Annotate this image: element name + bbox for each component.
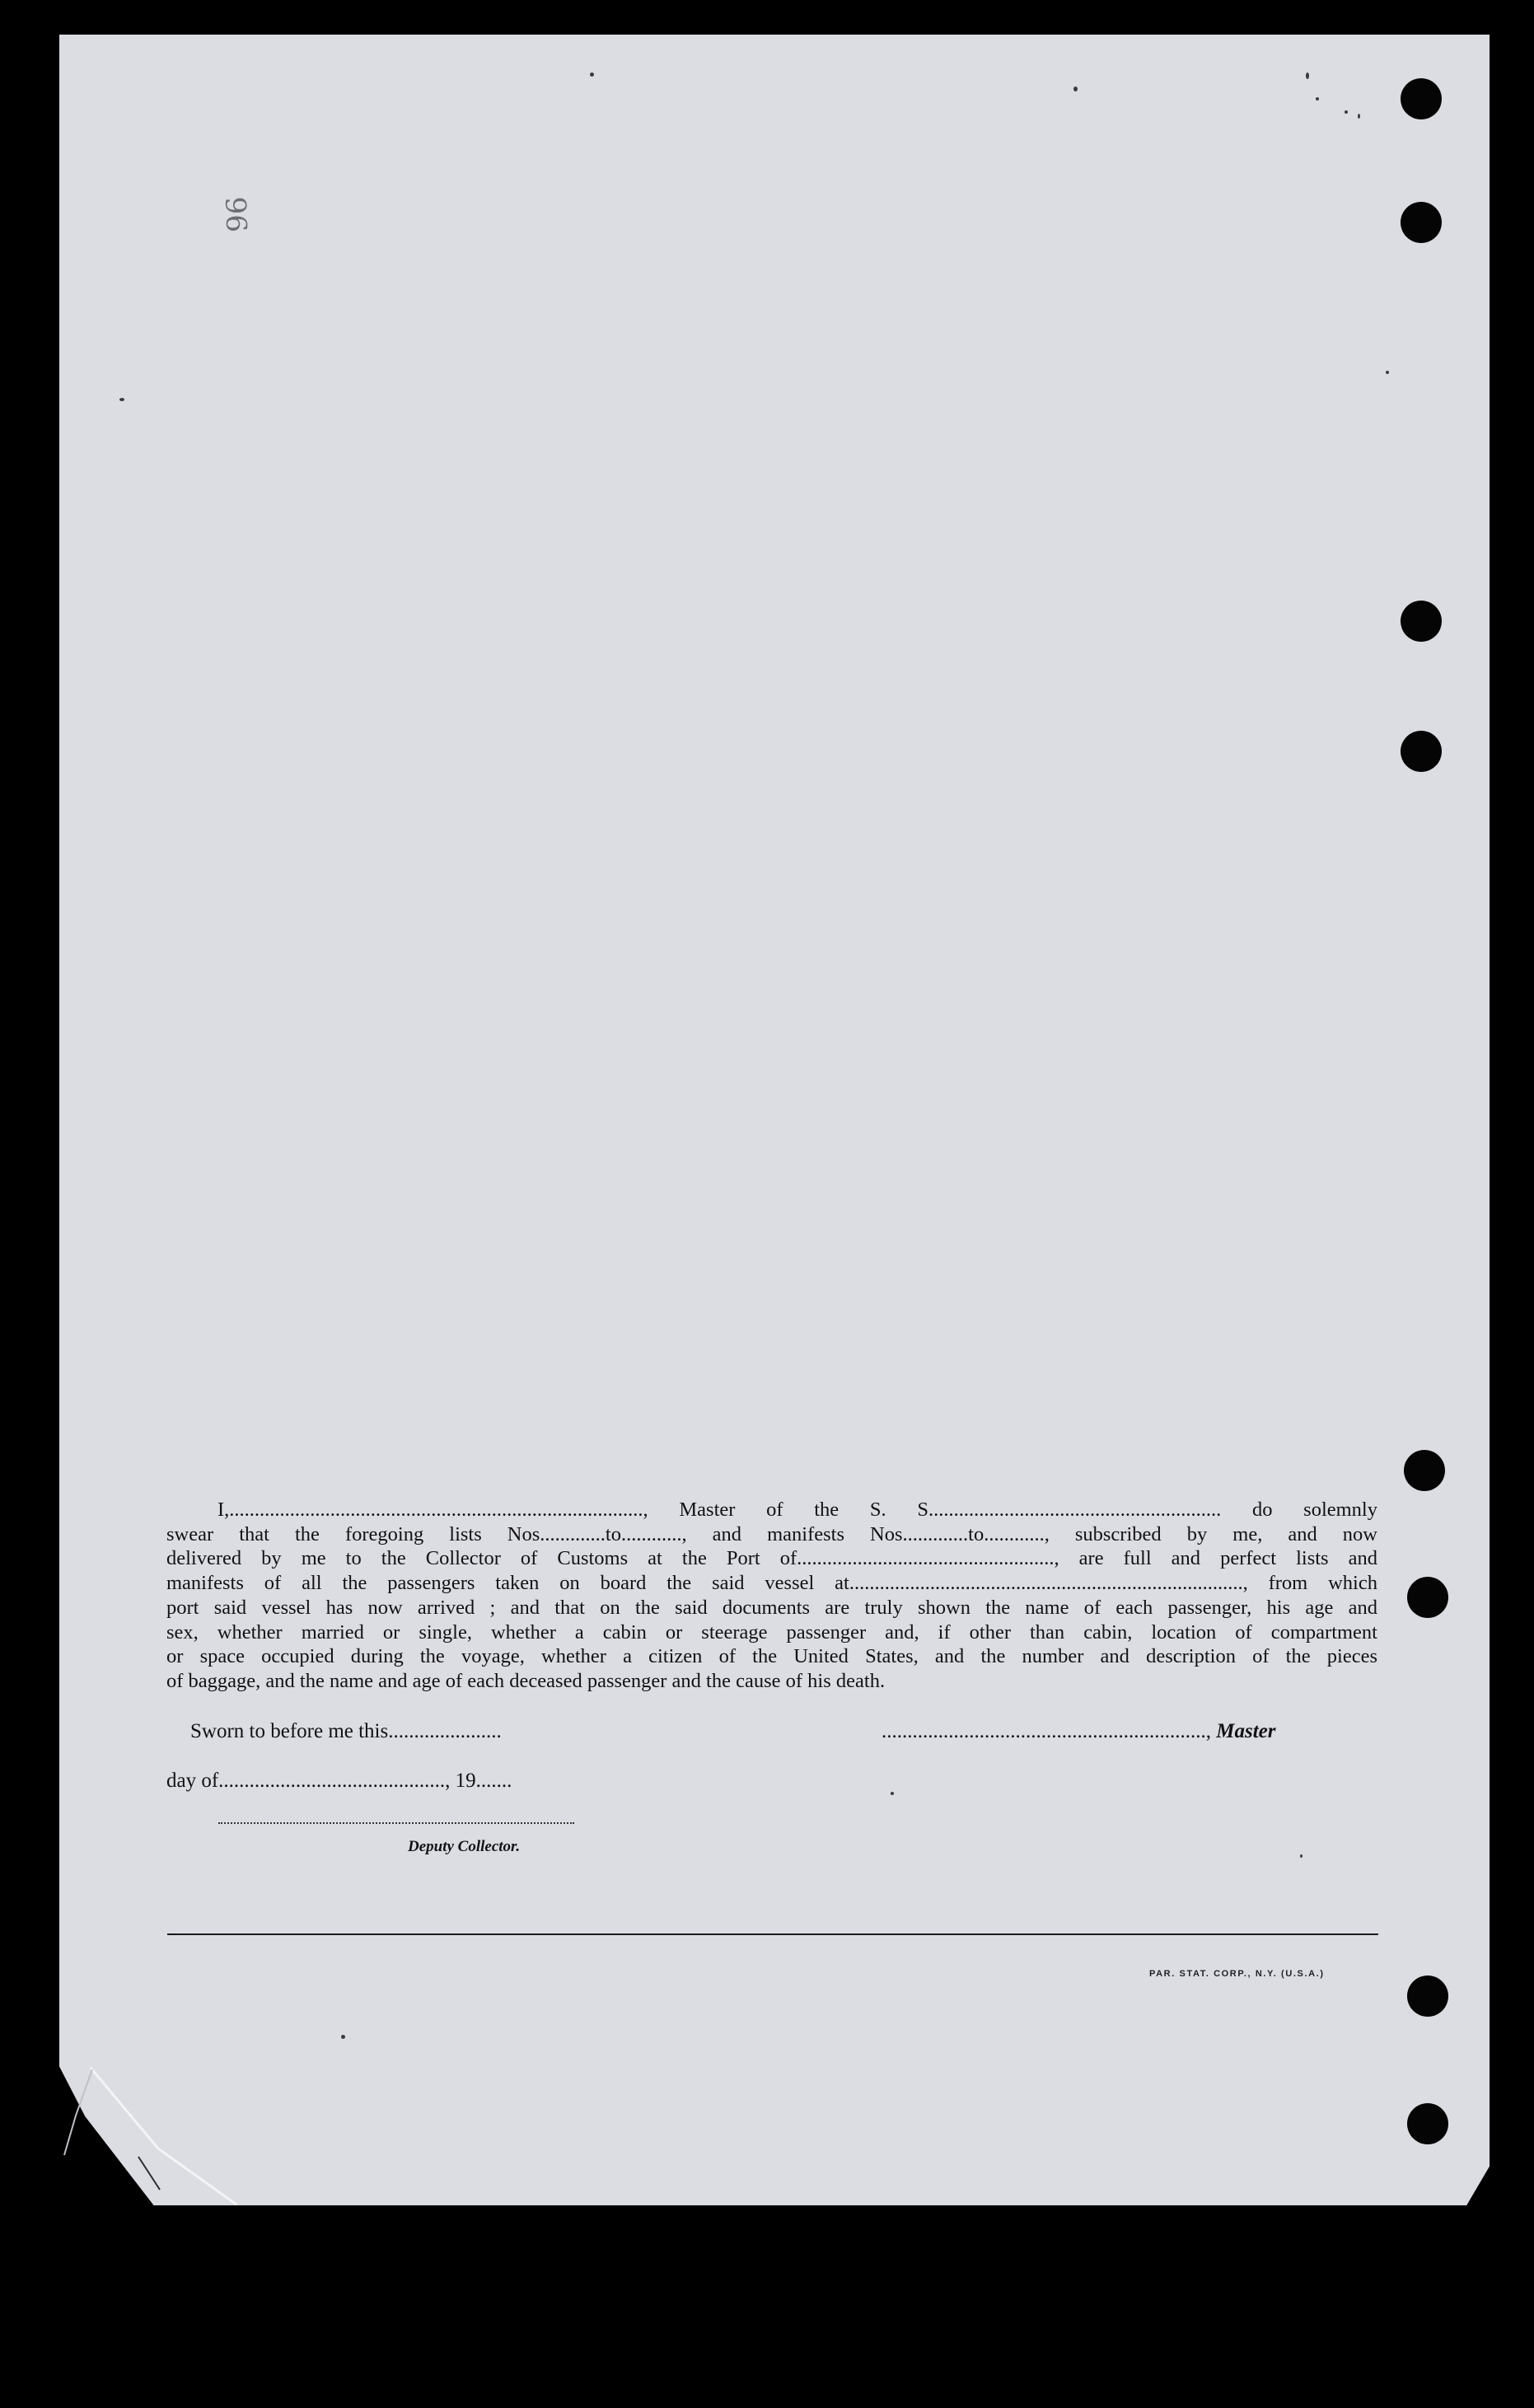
oath-line: sex, whether married or single, whether a cabin or steerage passenger and, if other than cabin, location of compartment xyxy=(166,1620,1377,1644)
oath-line: or space occupied during the voyage, whether a citizen of the United States, and the number and description of the pieces xyxy=(166,1645,1377,1668)
punch-hole xyxy=(1407,1975,1448,2017)
document-page xyxy=(59,35,1490,2205)
punch-hole xyxy=(1401,202,1442,243)
day-of-line: day of............................................, 19....... xyxy=(166,1770,512,1792)
punch-hole xyxy=(1404,1450,1445,1491)
oath-line: I,.................................................................................., Master of the S. S.......................................................... do solemnly xyxy=(217,1499,1377,1521)
ink-speck xyxy=(1306,72,1309,79)
ink-speck xyxy=(1073,87,1078,91)
ink-speck xyxy=(341,2035,345,2039)
oath-line: manifests of all the passengers taken on board the said vessel at.............................................................................., from which xyxy=(166,1572,1377,1595)
horizontal-rule xyxy=(167,1933,1378,1935)
ink-speck xyxy=(1300,1854,1302,1858)
oath-paragraph xyxy=(166,1498,1377,1694)
punch-hole xyxy=(1401,78,1442,119)
handwritten-page-number: 96 xyxy=(218,196,253,233)
ink-speck xyxy=(590,72,594,77)
punch-hole xyxy=(1401,731,1442,772)
ink-speck xyxy=(1316,97,1319,101)
ink-speck xyxy=(891,1792,894,1795)
master-signature-line xyxy=(882,1720,1275,1743)
sworn-before-line: Sworn to before me this...................... xyxy=(190,1720,502,1742)
printer-imprint: PAR. STAT. CORP., N.Y. (U.S.A.) xyxy=(1149,1969,1325,1979)
oath-line: of baggage, and the name and age of each deceased passenger and the cause of his death. xyxy=(166,1669,886,1692)
master-signature-dots: ..............................................................., xyxy=(882,1720,1211,1742)
ink-speck xyxy=(1386,371,1389,374)
ink-speck xyxy=(1345,110,1348,114)
oath-line: swear that the foregoing lists Nos.............to............, and manifests Nos.............to............, subscribed by me, and now xyxy=(166,1522,1377,1545)
ink-speck xyxy=(119,398,124,401)
deputy-signature-line xyxy=(218,1822,574,1824)
ink-speck xyxy=(1358,114,1360,119)
punch-hole xyxy=(1407,1577,1448,1618)
oath-line: port said vessel has now arrived ; and that on the said documents are truly shown the name of each passenger, his age and xyxy=(166,1596,1377,1619)
punch-hole xyxy=(1407,2103,1448,2144)
punch-hole xyxy=(1401,601,1442,642)
oath-line: delivered by me to the Collector of Customs at the Port of..................................................., are full and perfect lists and xyxy=(166,1547,1377,1570)
master-label: Master xyxy=(1216,1720,1276,1742)
faded-header-bleed xyxy=(346,136,1087,161)
deputy-collector-label: Deputy Collector. xyxy=(408,1838,521,1855)
